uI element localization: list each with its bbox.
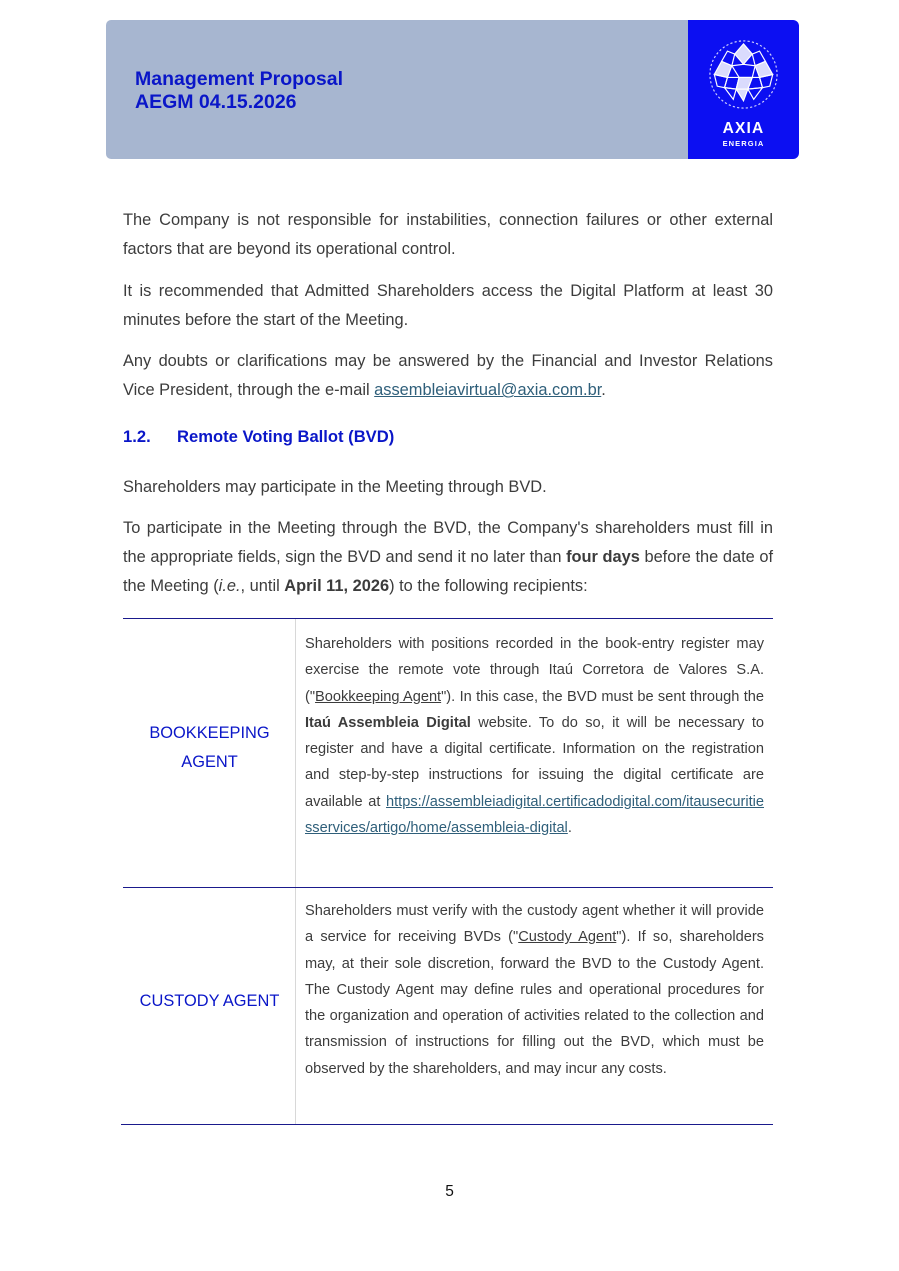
row-text-custody-agent xyxy=(305,898,764,1082)
itau-assembleia-digital: Itaú Assembleia Digital xyxy=(305,714,471,731)
paragraph-contact xyxy=(123,347,773,405)
instructions-text-d: ) to the following recipients: xyxy=(389,577,588,595)
bookkeeping-text-2: "). In this case, the BVD must be sent through the xyxy=(441,688,764,705)
section-number: 1.2. xyxy=(123,427,151,446)
custody-text-1: Shareholders must verify with the custody agent whether it will provide a service for receiving BVDs (" xyxy=(305,903,764,946)
paragraph-participation: Shareholders may participate in the Meeting through BVD. xyxy=(123,478,547,496)
bookkeeping-text-1: Shareholders with positions recorded in the book-entry register may exercise the remote vote through Itaú Corretora de Valores S.A. (" xyxy=(305,636,764,705)
globe-icon xyxy=(707,38,780,111)
instructions-text-b: before the date of the Meeting ( xyxy=(123,548,774,595)
instructions-text-a: To participate in the Meeting through the BVD, the Company's shareholders must fill in the appropriate fields, sign the BVD and send it no later than xyxy=(123,519,773,566)
bookkeeping-text-3: website. To do so, it will be necessary to register and have a digital certificate. Information on the registration and step-by-step instructions for issuing the digital certificate are available at xyxy=(305,714,765,810)
company-logo xyxy=(688,20,799,159)
paragraph-instructions xyxy=(123,514,773,601)
assembleia-digital-link[interactable]: https://assembleiadigital.certificadodigital.com/itausecuritiesservices/artigo/home/assembleia-digital xyxy=(305,793,764,837)
row-label-custody-agent: CUSTODY AGENT xyxy=(139,992,280,1010)
table-column-divider xyxy=(295,619,296,1124)
row-label-bookkeeping-agent: BOOKKEEPING AGENT xyxy=(149,724,270,771)
logo-wordmark: AXIA xyxy=(722,120,765,137)
instructions-text-c: , until xyxy=(240,577,285,595)
logo-subtitle: ENERGIA xyxy=(722,139,765,148)
table-row-divider xyxy=(123,887,773,888)
section-title: Remote Voting Ballot (BVD) xyxy=(177,427,395,446)
row-text-bookkeeping-agent xyxy=(305,631,764,841)
page-number: 5 xyxy=(445,1183,454,1200)
paragraph-disclaimer: The Company is not responsible for instabilities, connection failures or other external factors that are beyond its operational control. xyxy=(123,211,773,258)
section-heading xyxy=(123,427,394,447)
ie-abbreviation: i.e. xyxy=(218,577,241,595)
bookkeeping-period: . xyxy=(567,820,572,837)
custody-text-2: "). If so, shareholders may, at their sole discretion, forward the BVD to the Custody Agent. The Custody Agent may define rules and operational procedures for the organization and operation of activities related to the collection and transmission of instructions for filling out the BVD, which must be observed by the shareholders, and may incur any costs. xyxy=(305,929,764,1077)
document-title xyxy=(135,68,343,114)
table-top-rule xyxy=(123,618,773,619)
deadline-date: April 11, 2026 xyxy=(284,577,390,595)
custody-agent-term: Custody Agent xyxy=(518,929,617,946)
title-line-2: AEGM 04.15.2026 xyxy=(135,91,297,113)
deadline-days: four days xyxy=(566,548,640,566)
email-link[interactable]: assembleiavirtual@axia.com.br xyxy=(374,381,602,399)
contact-text: Any doubts or clarifications may be answered by the Financial and Investor Relations Vice President, through the e-mail xyxy=(123,352,773,399)
title-line-1: Management Proposal xyxy=(135,68,344,90)
table-bottom-rule xyxy=(121,1124,773,1125)
paragraph-recommendation: It is recommended that Admitted Shareholders access the Digital Platform at least 30 minutes before the start of the Meeting. xyxy=(123,282,773,329)
contact-period: . xyxy=(601,381,606,399)
bookkeeping-agent-term: Bookkeeping Agent xyxy=(315,688,442,705)
